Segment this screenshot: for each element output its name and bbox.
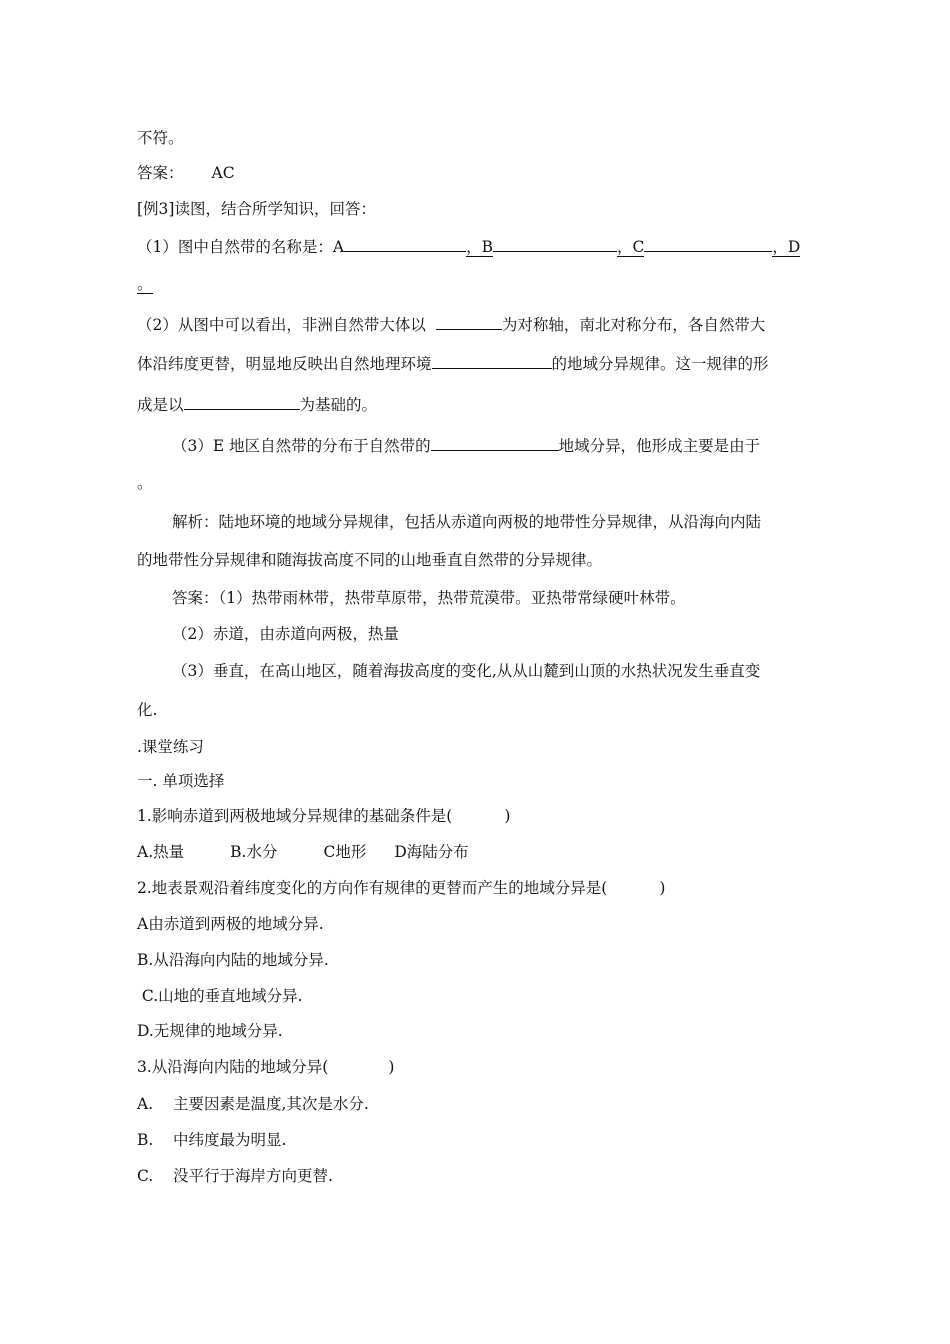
- blank-zone: [431, 435, 559, 451]
- text-line: [137, 700, 157, 720]
- line-text: 1.影响赤道到两极地域分异规律的基础条件是(: [137, 807, 453, 825]
- line-text: 一. 单项选择: [137, 772, 225, 790]
- line-text: 为对称轴，南北对称分布，各自然带大: [501, 316, 766, 334]
- answer-label: 答案：: [137, 164, 184, 182]
- line-text: 3.从沿海向内陆的地域分异(: [137, 1058, 329, 1076]
- question-2-line: [137, 314, 765, 335]
- option-text: D海陆分布: [394, 843, 469, 861]
- line-text: 不符。: [137, 129, 184, 147]
- line-text: ，B: [466, 238, 493, 256]
- line-text: 。: [137, 275, 153, 293]
- option-letter: B.: [137, 1131, 154, 1149]
- line-text: B.从沿海向内陆的地域分异.: [137, 951, 329, 969]
- text-line: [137, 128, 184, 148]
- line-text: [例3]读图，结合所学知识，回答：: [137, 200, 376, 218]
- option-line: [137, 1166, 333, 1186]
- line-text: 答案：（1）热带雨林带，热带草原带，热带荒漠带。亚热带常绿硬叶林带。: [172, 589, 686, 607]
- option-line: [137, 950, 329, 970]
- text-line: [137, 394, 377, 415]
- line-text: 体沿纬度更替，明显地反映出自然地理环境: [137, 355, 432, 373]
- option-letter: C.: [137, 1167, 154, 1185]
- line-text: （2）赤道，由赤道向两极，热量: [172, 625, 399, 643]
- text-line: [137, 353, 769, 374]
- blank-basis: [184, 394, 300, 410]
- line-text: （1）图中自然带的名称是：A: [137, 238, 345, 256]
- line-text: 2.地表景观沿着纬度变化的方向作有规律的更替而产生的地域分异是(: [137, 879, 608, 897]
- answer-line: [137, 163, 235, 183]
- question-3-line: [172, 435, 760, 456]
- line-text: 中纬度最为明显.: [173, 1131, 287, 1149]
- line-text: 为基础的。: [299, 396, 378, 414]
- line-text: 主要因素是温度,其次是水分.: [173, 1095, 369, 1113]
- option-line: [137, 1094, 369, 1114]
- question-line: [137, 878, 665, 898]
- line-text: ，C: [616, 238, 645, 256]
- option-line: [137, 914, 324, 934]
- answer-line: [172, 661, 760, 681]
- line-text: .课堂练习: [137, 738, 204, 756]
- text-line: [137, 473, 153, 493]
- option-line: [137, 986, 303, 1006]
- line-text: ): [388, 1058, 395, 1076]
- line-text: 化.: [137, 701, 158, 719]
- line-text: （3）垂直，在高山地区，随着海拔高度的变化,从从山麓到山顶的水热状况发生垂直变: [172, 662, 761, 680]
- option-letter: A.: [137, 1095, 154, 1113]
- line-text: 的地域分异规律。这一规律的形: [551, 355, 769, 373]
- line-text: C.山地的垂直地域分异.: [137, 987, 303, 1005]
- line-text: 没平行于海岸方向更替.: [173, 1167, 333, 1185]
- blank-axis: [436, 314, 502, 330]
- line-text: （2）从图中可以看出，非洲自然带大体以: [137, 316, 426, 334]
- line-text: D.无规律的地域分异.: [137, 1022, 283, 1040]
- line-text: A由赤道到两极的地域分异.: [137, 915, 324, 933]
- blank-a: [344, 236, 466, 252]
- line-text: 地域分异，他形成主要是由于: [558, 437, 761, 455]
- blank-pattern: [432, 353, 552, 369]
- question-line: [137, 806, 510, 826]
- line-text: 成是以: [137, 396, 184, 414]
- blank-c: [644, 236, 772, 252]
- section-heading: [137, 737, 204, 757]
- answer-line: [172, 588, 686, 608]
- question-line: [137, 1057, 394, 1077]
- blank-b: [493, 236, 617, 252]
- section-heading: [137, 771, 224, 791]
- option-line: [137, 1021, 283, 1041]
- analysis-line: [137, 550, 602, 570]
- option-text: B.水分: [230, 843, 278, 861]
- line-text: 。: [137, 474, 153, 492]
- answer-value: AC: [211, 164, 235, 182]
- option-line: [137, 1130, 286, 1150]
- analysis-line: [172, 512, 761, 532]
- option-text: C地形: [323, 843, 367, 861]
- example-title: [137, 199, 376, 219]
- line-text: 解析：陆地环境的地域分异规律，包括从赤道向两极的地带性分异规律，从沿海向内陆: [172, 513, 762, 531]
- line-text: 的地带性分异规律和随海拔高度不同的山地垂直自然带的分异规律。: [137, 551, 603, 569]
- question-1-line: [137, 236, 800, 257]
- options-line: [137, 842, 469, 862]
- answer-line: [172, 624, 399, 644]
- line-text: ): [504, 807, 511, 825]
- line-text: ): [659, 879, 666, 897]
- option-text: A.热量: [137, 843, 185, 861]
- line-text: ，D: [772, 238, 801, 256]
- line-text: （3）E 地区自然带的分布于自然带的: [172, 437, 431, 455]
- text-line: [137, 274, 153, 294]
